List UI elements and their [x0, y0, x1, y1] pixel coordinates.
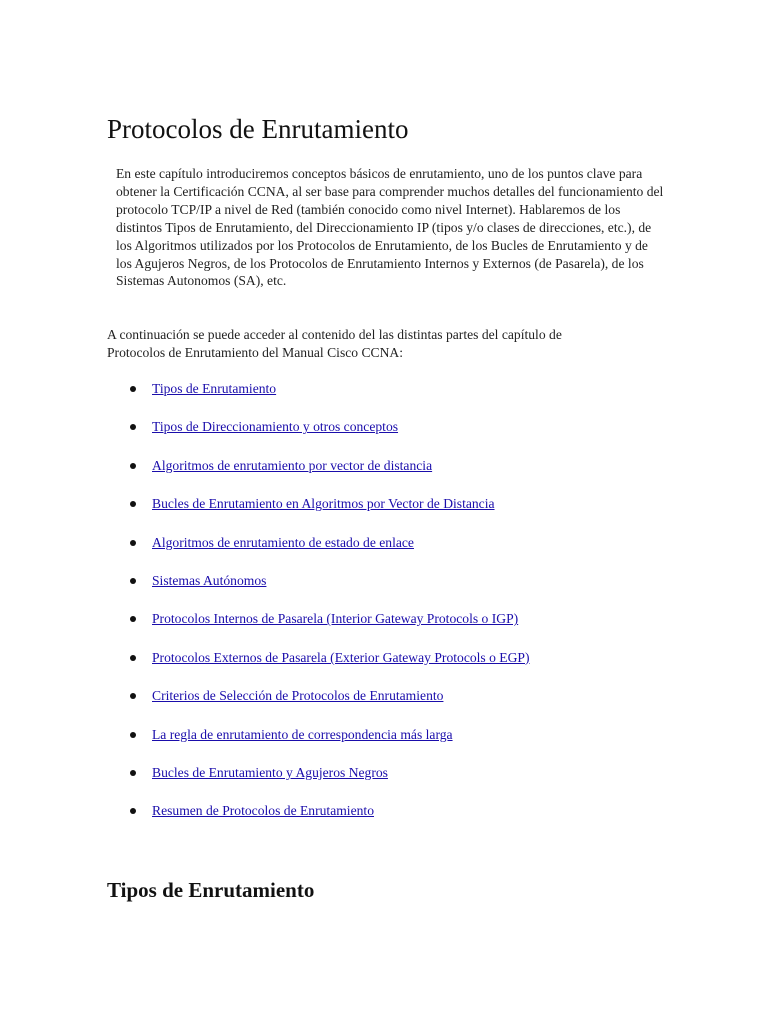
link-bucles-vector-distancia[interactable]: Bucles de Enrutamiento en Algoritmos por Vector de Distancia — [152, 496, 495, 512]
bullet-icon — [130, 540, 136, 546]
link-egp[interactable]: Protocolos Externos de Pasarela (Exterior Gateway Protocols o EGP) — [152, 649, 530, 665]
bullet-icon — [130, 616, 136, 622]
bullet-icon — [130, 693, 136, 699]
bullet-icon — [130, 578, 136, 584]
bullet-icon — [130, 770, 136, 776]
intro-paragraph: En este capítulo introduciremos conceptos básicos de enrutamiento, uno de los puntos clave para obtener la Certificación CCNA, al ser base para comprender muchos detalles del funcionamiento del protocolo TCP/IP a nivel de Red (también conocido como nivel Internet). Hablaremos de los distintos Tipos de Enrutamiento, del Direccionamiento IP (tipos y/o clases de direcciones, etc.), de los Algoritmos utilizados por los Protocolos de Enrutamiento, de los Bucles de Enrutamiento y de los Agujeros Negros, de los Protocolos de Enrutamiento Internos y Externos (de Pasarela), de los Sistemas Autonomos (SA), etc. — [116, 166, 664, 289]
page-title: Protocolos de Enrutamiento — [107, 114, 409, 144]
bullet-icon — [130, 424, 136, 430]
link-vector-distancia[interactable]: Algoritmos de enrutamiento por vector de distancia — [152, 457, 433, 473]
section-heading: Tipos de Enrutamiento — [107, 878, 315, 902]
link-tipos-enrutamiento[interactable]: Tipos de Enrutamiento — [152, 381, 277, 396]
lead-paragraph: A continuación se puede acceder al contenido del las distintas partes del capítulo de Protocolos de Enrutamiento del Manual Cisco CCNA: — [107, 327, 562, 360]
link-estado-enlace[interactable]: Algoritmos de enrutamiento de estado de enlace — [152, 534, 414, 550]
link-sistemas-autonomos[interactable]: Sistemas Autónomos — [152, 573, 267, 588]
bullet-icon — [130, 655, 136, 661]
bullet-icon — [130, 501, 136, 507]
link-tipos-direccionamiento[interactable]: Tipos de Direccionamiento y otros conceptos — [152, 419, 399, 435]
link-correspondencia-larga[interactable]: La regla de enrutamiento de correspondencia más larga — [152, 726, 453, 742]
link-criterios-seleccion[interactable]: Criterios de Selección de Protocolos de Enrutamiento — [152, 688, 444, 704]
bullet-icon — [130, 732, 136, 738]
bullet-icon — [130, 463, 136, 469]
bullet-icon — [130, 386, 136, 392]
link-resumen[interactable]: Resumen de Protocolos de Enrutamiento — [152, 803, 374, 819]
bullet-icon — [130, 808, 136, 814]
link-igp[interactable]: Protocolos Internos de Pasarela (Interior Gateway Protocols o IGP) — [152, 611, 519, 627]
link-bucles-agujeros[interactable]: Bucles de Enrutamiento y Agujeros Negros — [152, 765, 388, 780]
